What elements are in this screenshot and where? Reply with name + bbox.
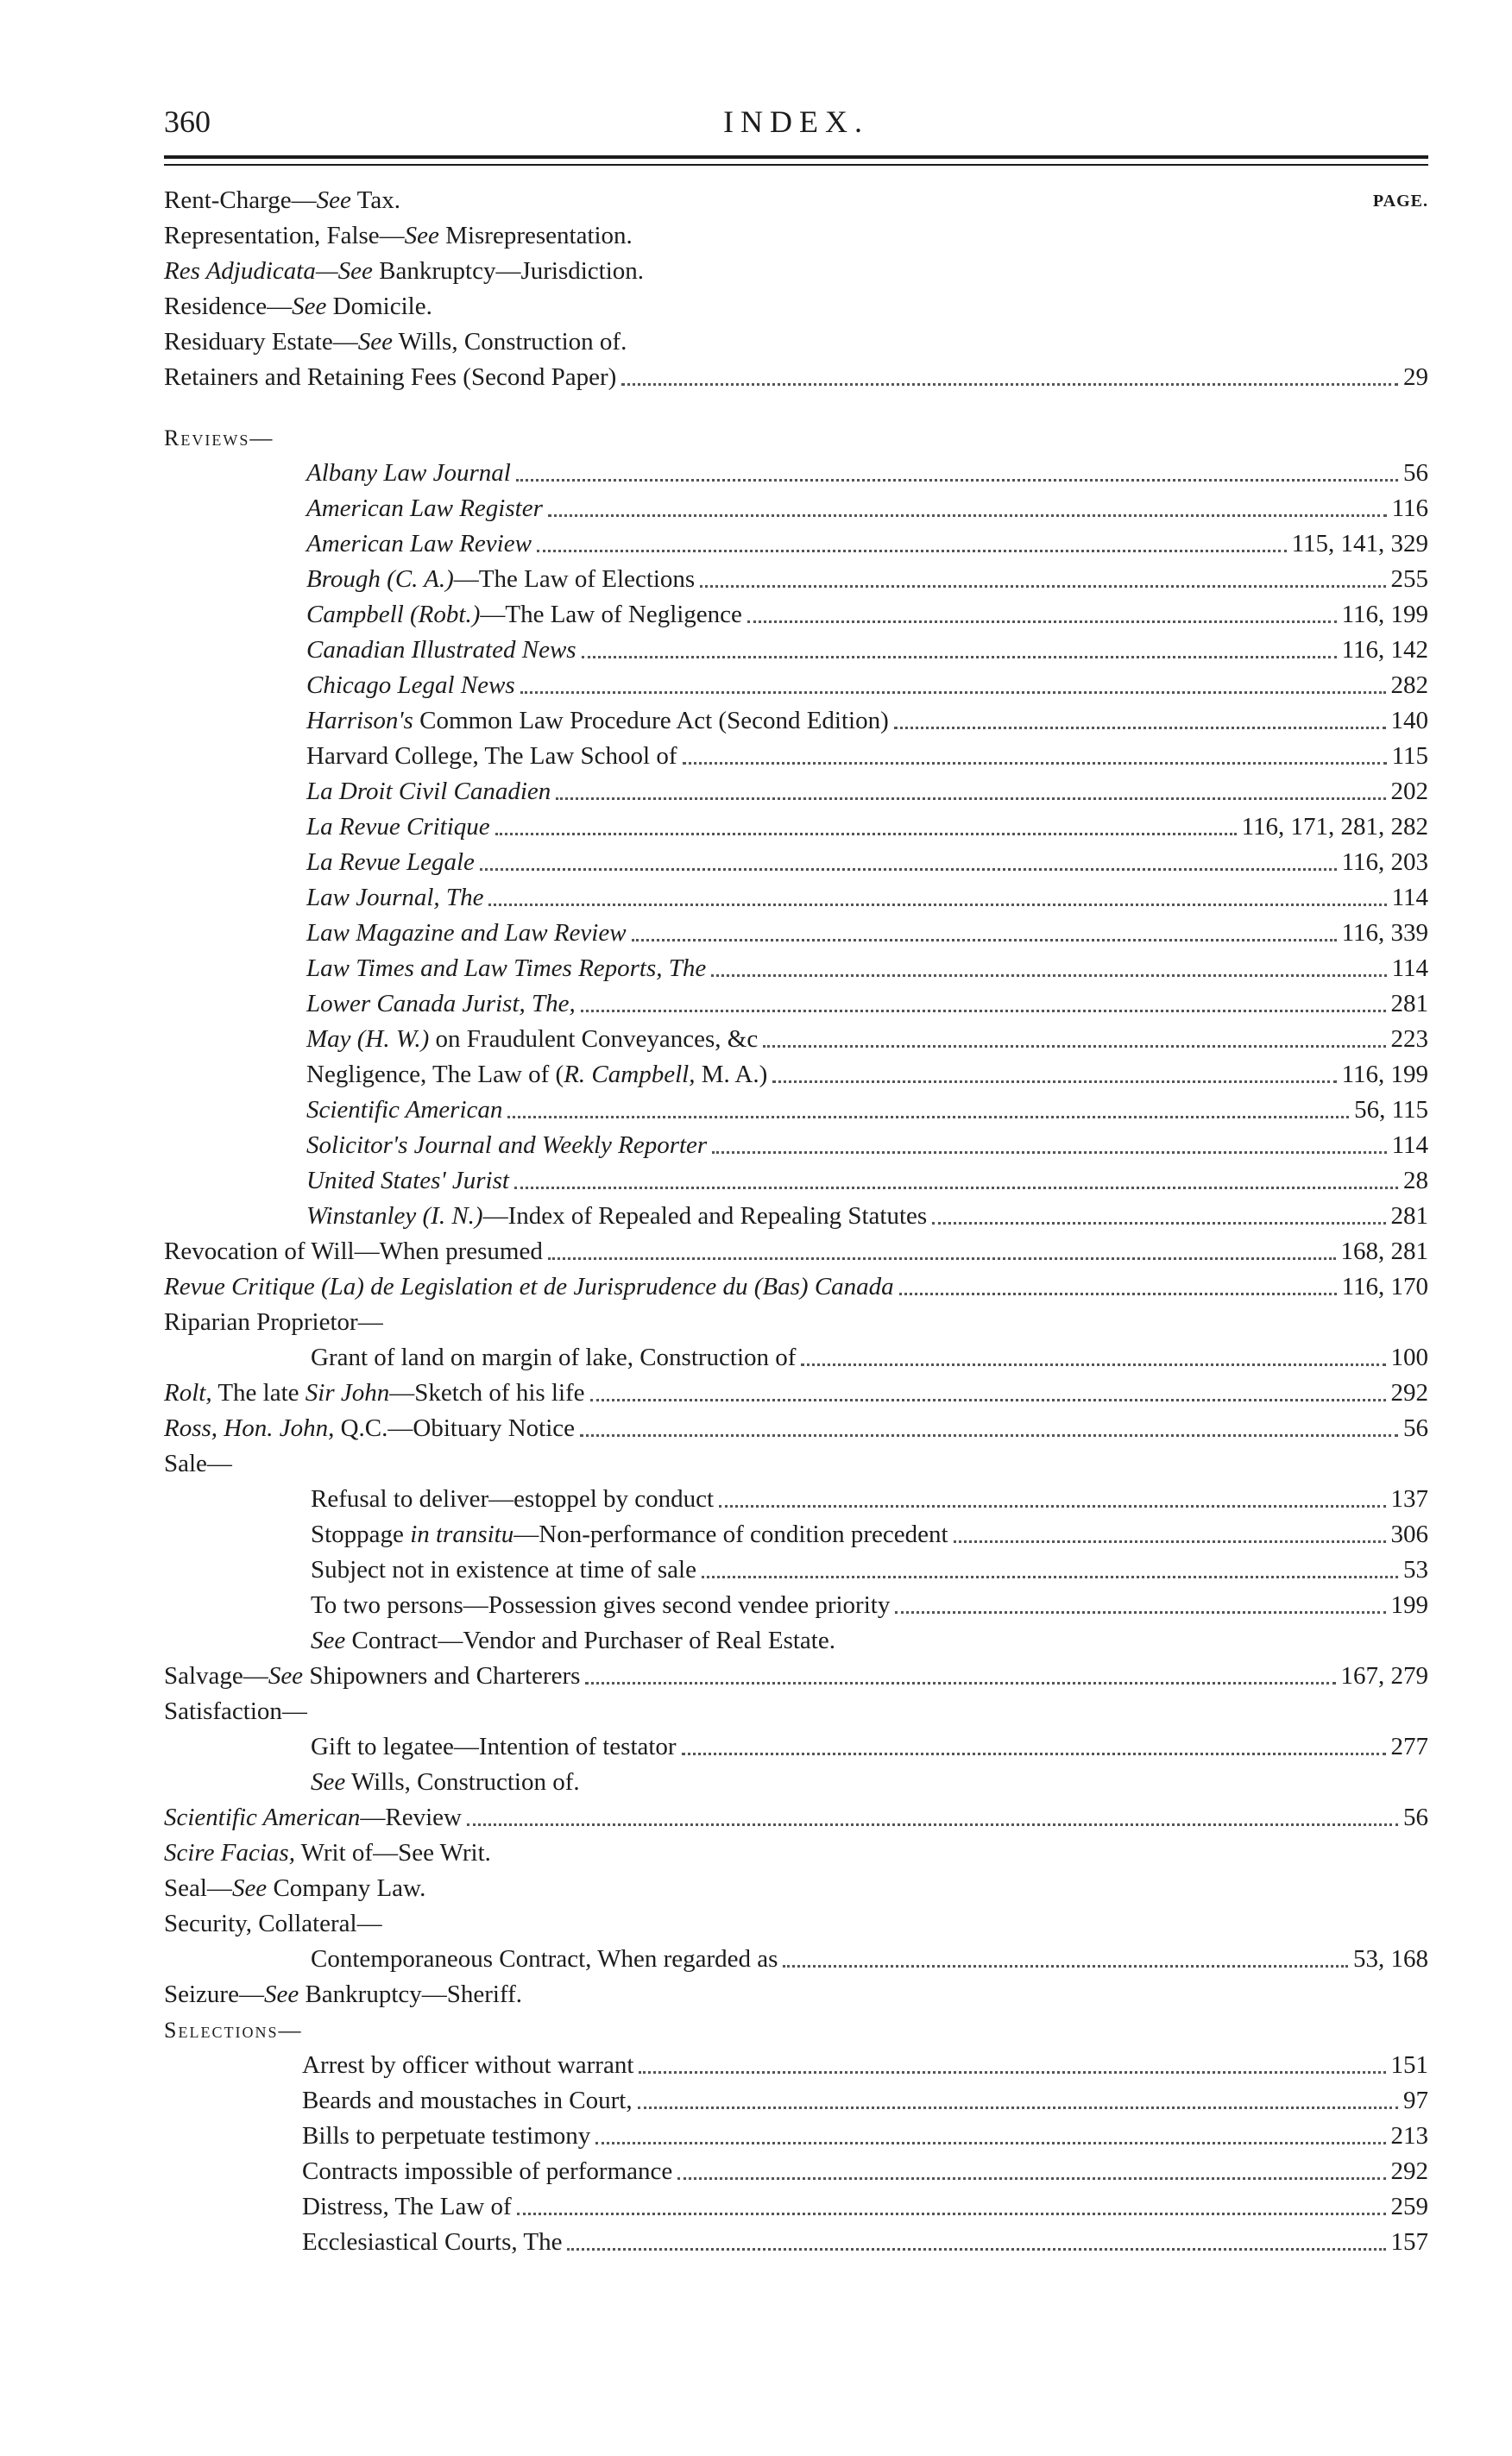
entry-text (164, 1446, 232, 1482)
entry-text (164, 420, 274, 456)
index-entry (164, 1376, 1428, 1411)
entry-text-part: La Droit Civil Canadien (306, 778, 551, 805)
entry-text-part: Company Law. (267, 1874, 426, 1902)
entry-pages: 213 (1390, 2122, 1428, 2150)
index-subentry (164, 633, 1428, 668)
entry-pages: 56 (1403, 459, 1428, 487)
dot-leader (467, 1823, 1398, 1826)
entry-text-part: Seizure— (164, 1981, 264, 2008)
dot-leader (711, 974, 1386, 977)
index-subentry (164, 1128, 1428, 1163)
index-subentry (164, 1482, 1428, 1517)
entry-pages: 292 (1390, 2157, 1428, 2185)
index-subentry (164, 2154, 1428, 2189)
entry-text-part: Riparian Proprietor— (164, 1308, 383, 1336)
entry-text (306, 1093, 502, 1128)
entry-pages: 28 (1403, 1167, 1428, 1194)
dot-leader (520, 691, 1386, 694)
dot-leader (895, 1611, 1385, 1614)
entry-pages: 140 (1390, 707, 1428, 734)
dot-leader (567, 2248, 1385, 2251)
entry-pages: 97 (1403, 2087, 1428, 2114)
index-subentry (164, 845, 1428, 880)
entry-text-part: Refusal to deliver—estoppel by conduct (311, 1485, 715, 1513)
entry-pages: 116, 199 (1341, 601, 1428, 628)
entry-text-part: in transitu (410, 1521, 514, 1548)
entry-pages: 115, 141, 329 (1291, 530, 1428, 557)
index-subentry (164, 774, 1428, 809)
dot-leader (507, 1116, 1349, 1118)
dot-leader (639, 2071, 1385, 2074)
entry-text-part: Negligence, The Law of ( (306, 1061, 564, 1088)
dot-leader (621, 383, 1398, 386)
dot-leader (932, 1222, 1385, 1225)
index-entry (164, 1305, 1428, 1340)
entry-text (311, 1623, 835, 1659)
entry-text-part: Residuary Estate— (164, 328, 358, 356)
entry-text-part: Domicile. (326, 293, 432, 320)
index-subentry (164, 880, 1428, 916)
dot-leader (682, 1753, 1386, 1755)
index-subentry (164, 456, 1428, 491)
index-subentry (164, 1199, 1428, 1234)
entry-text-part: Gift to legatee—Intention of testator (311, 1733, 677, 1760)
entry-text (302, 2189, 512, 2225)
entry-text (306, 562, 695, 597)
entry-text (306, 1057, 767, 1093)
entry-pages: 259 (1390, 2193, 1428, 2220)
entry-text-part: Law Magazine and Law Review (306, 919, 627, 947)
entry-text-part: Contracts impossible of performance (302, 2157, 673, 2185)
entry-text-part: Wills, Construction of. (345, 1768, 580, 1796)
entry-text-part: —Sketch of his life (389, 1379, 585, 1407)
dot-leader (677, 2177, 1385, 2180)
entry-pages: 292 (1390, 1379, 1428, 1407)
dot-leader (537, 550, 1287, 552)
entry-text (306, 986, 576, 1022)
entry-text (306, 880, 483, 916)
index-entry (164, 1411, 1428, 1446)
index-subentry (164, 1057, 1428, 1093)
index-entry (164, 254, 1428, 289)
index-entry (164, 1269, 1428, 1305)
index-entry (164, 360, 1428, 395)
entry-text-part: Res Adjudicata—See (164, 257, 373, 285)
entry-text (164, 324, 627, 360)
index-subentry (164, 491, 1428, 526)
entry-text-part: May (H. W.) (306, 1025, 430, 1053)
entry-text-part: See (316, 186, 351, 214)
entry-text-part: Representation, False— (164, 222, 405, 249)
index-subentry (164, 1765, 1428, 1800)
entry-pages: 151 (1390, 2051, 1428, 2079)
entry-text-part: Common Law Procedure Act (Second Edition) (413, 707, 889, 734)
dot-leader (585, 1682, 1335, 1685)
entry-text (311, 1482, 714, 1517)
entry-text (164, 1305, 383, 1340)
dot-leader (595, 2142, 1385, 2144)
dot-leader (548, 514, 1387, 517)
entry-text-part: Harrison's (306, 707, 413, 734)
entry-text (306, 1128, 707, 1163)
entry-text (306, 633, 576, 668)
entry-pages: 56, 115 (1354, 1096, 1428, 1124)
dot-leader (556, 797, 1385, 800)
entry-pages: 168, 281 (1340, 1237, 1428, 1265)
index-subentry (164, 2225, 1428, 2260)
index-subentry (164, 986, 1428, 1022)
entry-pages: 116, 142 (1341, 636, 1428, 664)
entry-text-part: Satisfaction— (164, 1697, 307, 1725)
entry-text-part: Campbell (Robt.) (306, 601, 481, 628)
entry-text-part: See (311, 1768, 346, 1796)
dot-leader (772, 1080, 1336, 1083)
entry-pages: 255 (1390, 565, 1428, 593)
entry-pages: 56 (1403, 1414, 1428, 1442)
entry-text-part: United States' Jurist (306, 1167, 509, 1194)
entry-text (311, 1517, 948, 1552)
entry-text (164, 218, 633, 254)
dot-leader (719, 1505, 1385, 1508)
page-column-heading: PAGE. (1372, 192, 1428, 211)
entry-text-part: See (311, 1627, 346, 1654)
index-subentry (164, 1942, 1428, 1977)
dot-leader (801, 1363, 1385, 1366)
header-rule-thin (164, 164, 1428, 166)
entry-text-part: American Law Register (306, 494, 543, 522)
index-entry (164, 1694, 1428, 1729)
entry-pages: 167, 279 (1340, 1662, 1428, 1690)
entry-text-part: Rolt, (164, 1379, 212, 1407)
entry-text (164, 1411, 575, 1446)
running-title: INDEX. (723, 104, 869, 139)
dot-leader (702, 1576, 1398, 1578)
entry-pages: 199 (1390, 1591, 1428, 1619)
entry-pages: 116, 171, 281, 282 (1241, 813, 1428, 841)
entry-text-part: La Revue Critique (306, 813, 490, 841)
entry-pages: 202 (1390, 778, 1428, 805)
entry-text (302, 2083, 633, 2119)
index-entry (164, 1836, 1428, 1871)
entry-text (164, 2012, 302, 2048)
entry-text-part: Law Times and Law Times Reports, The (306, 954, 707, 982)
entry-text-part: Q.C.—Obituary Notice (334, 1414, 576, 1442)
entry-pages: 53 (1403, 1556, 1428, 1584)
entry-text (164, 1376, 585, 1411)
entry-pages: 116, 170 (1341, 1273, 1428, 1300)
entry-text (306, 845, 475, 880)
entry-text-part: Contract—Vendor and Purchaser of Real Estate. (345, 1627, 835, 1654)
index-subentry (164, 2048, 1428, 2083)
entry-text (164, 1269, 894, 1305)
entry-text-part: Bankruptcy—Jurisdiction. (372, 257, 645, 285)
entry-text-part: Grant of land on margin of lake, Construction of (311, 1344, 797, 1371)
entry-text (306, 456, 511, 491)
entry-pages: 116, 199 (1341, 1061, 1428, 1088)
index-subentry (164, 668, 1428, 703)
index-subentry (164, 562, 1428, 597)
entry-text (302, 2225, 562, 2260)
entry-text (164, 1836, 491, 1871)
index-subentry (164, 916, 1428, 951)
entry-text-part: See (268, 1662, 304, 1690)
entry-text (302, 2154, 672, 2189)
index-subentry (164, 1588, 1428, 1623)
entry-text (164, 360, 616, 395)
entry-text-part: See (292, 293, 327, 320)
index-entry (164, 218, 1428, 254)
entry-text-part: M. A.) (695, 1061, 768, 1088)
entry-text-part: Beards and moustaches in Court, (302, 2087, 633, 2114)
entry-text-part: on Fraudulent Conveyances, &c (429, 1025, 759, 1053)
entry-pages: 53, 168 (1353, 1945, 1428, 1973)
entry-text-part: Harvard College, The Law School of (306, 742, 677, 770)
index-subentry (164, 1340, 1428, 1376)
dot-leader (700, 585, 1385, 588)
entry-text (164, 183, 400, 218)
entry-text-part: Selections— (164, 2018, 303, 2043)
index-entries (164, 183, 1428, 2260)
entry-text-part: Albany Law Journal (306, 459, 511, 487)
entry-pages: 281 (1390, 1202, 1428, 1230)
entry-text (311, 1729, 677, 1765)
entry-pages: 281 (1390, 990, 1428, 1017)
index-entry (164, 1977, 1428, 2012)
entry-text-part: Salvage— (164, 1662, 268, 1690)
dot-leader (954, 1540, 1386, 1543)
index-entry (164, 1906, 1428, 1942)
entry-text-part: Security, Collateral— (164, 1910, 382, 1937)
entry-text-part: Subject not in existence at time of sale (311, 1556, 696, 1584)
entry-text-part: To two persons—Possession gives second vendee priority (311, 1591, 891, 1619)
entry-text-part: Shipowners and Charterers (303, 1662, 581, 1690)
index-subentry (164, 1517, 1428, 1552)
dot-leader (590, 1399, 1386, 1401)
index-entry (164, 324, 1428, 360)
page-header (164, 104, 1428, 155)
entry-text (164, 1659, 580, 1694)
dot-leader (747, 620, 1337, 623)
entry-text (306, 916, 627, 951)
index-entry (164, 1446, 1428, 1482)
index-entry (164, 1800, 1428, 1836)
entry-text (164, 1234, 543, 1269)
index-section-heading (164, 2012, 1428, 2048)
index-subentry (164, 1022, 1428, 1057)
index-subentry (164, 703, 1428, 739)
entry-text-part: Seal— (164, 1874, 232, 1902)
entry-text (306, 1163, 509, 1199)
entry-text (164, 1800, 462, 1836)
entry-text-part: Misrepresentation. (438, 222, 633, 249)
entry-pages: 306 (1390, 1521, 1428, 1548)
entry-text-part: See (231, 1874, 268, 1902)
dot-leader (517, 2213, 1386, 2215)
entry-pages: 116 (1391, 494, 1428, 522)
entry-text (164, 1871, 425, 1906)
entry-text-part: American Law Review (306, 530, 532, 557)
entry-text (306, 491, 543, 526)
entry-text (311, 1588, 890, 1623)
index-subentry (164, 2083, 1428, 2119)
entry-pages: 277 (1390, 1733, 1428, 1760)
entry-text-part: Scire Facias, (164, 1839, 295, 1867)
entry-text-part: Arrest by officer without warrant (302, 2051, 634, 2079)
entry-text (164, 1906, 382, 1942)
entry-pages: 114 (1391, 884, 1428, 911)
entry-text-part: Revocation of Will—When presumed (164, 1237, 543, 1265)
dot-leader (783, 1965, 1348, 1968)
entry-text-part: —Index of Repealed and Repealing Statutes (482, 1202, 928, 1230)
entry-text-part: Brough (C. A.) (306, 565, 454, 593)
entry-pages: 223 (1390, 1025, 1428, 1053)
entry-text-part: Revue Critique (La) de Legislation et de Jurisprudence du (Bas) Canada (164, 1273, 894, 1300)
entry-pages: 100 (1390, 1344, 1428, 1371)
dot-leader (581, 1010, 1386, 1012)
entry-text-part: Writ of—See Writ. (294, 1839, 491, 1867)
entry-text-part: Canadian Illustrated News (306, 636, 576, 664)
entry-text-part: Winstanley (I. N.) (306, 1202, 483, 1230)
entry-text (306, 774, 551, 809)
index-subentry (164, 951, 1428, 986)
index-entry (164, 183, 1428, 218)
entry-text-part: Ecclesiastical Courts, The (302, 2228, 563, 2256)
index-section-heading (164, 420, 1428, 456)
dot-leader (548, 1257, 1336, 1260)
entry-text-part: Stoppage (311, 1521, 411, 1548)
entry-text (306, 668, 515, 703)
entry-text-part: Ross, Hon. John, (164, 1414, 335, 1442)
entry-text (311, 1340, 796, 1376)
entry-pages: 56 (1403, 1804, 1428, 1831)
entry-pages: 116, 339 (1341, 919, 1428, 947)
entry-text (311, 1552, 696, 1588)
entry-pages: 114 (1391, 954, 1428, 982)
index-subentry (164, 1093, 1428, 1128)
index-entry (164, 1659, 1428, 1694)
entry-text-part: Reviews— (164, 425, 274, 450)
entry-text (302, 2119, 590, 2154)
entry-pages: 114 (1391, 1131, 1428, 1159)
entry-text-part: Rent-Charge— (164, 186, 317, 214)
dot-leader (632, 939, 1337, 941)
entry-text (164, 1977, 522, 2012)
index-subentry (164, 739, 1428, 774)
entry-text-part: Residence— (164, 293, 293, 320)
index-subentry (164, 597, 1428, 633)
entry-text (306, 597, 742, 633)
dot-leader (580, 1434, 1398, 1437)
dot-leader (514, 1187, 1398, 1189)
index-entry (164, 1871, 1428, 1906)
dot-leader (899, 1293, 1337, 1295)
entry-text (306, 739, 677, 774)
index-subentry (164, 1623, 1428, 1659)
entry-text-part: Scientific American (306, 1096, 503, 1124)
entry-text-part: Contemporaneous Contract, When regarded as (311, 1945, 778, 1973)
entry-pages: 29 (1403, 363, 1428, 391)
entry-pages: 137 (1390, 1485, 1428, 1513)
index-subentry (164, 2189, 1428, 2225)
entry-text (306, 703, 889, 739)
dot-leader (480, 868, 1337, 871)
entry-pages: 116, 203 (1341, 848, 1428, 876)
index-subentry (164, 1163, 1428, 1199)
dot-leader (763, 1045, 1385, 1048)
entry-text-part: Lower Canada Jurist, The, (306, 990, 576, 1017)
dot-leader (712, 1151, 1386, 1154)
entry-text (306, 951, 706, 986)
entry-text-part: —Review (360, 1804, 462, 1831)
entry-pages: 115 (1391, 742, 1428, 770)
entry-text (164, 289, 432, 324)
entry-text-part: —The Law of Negligence (480, 601, 742, 628)
index-subentry (164, 526, 1428, 562)
entry-text-part: Bills to perpetuate testimony (302, 2122, 591, 2150)
entry-text-part: The late (211, 1379, 306, 1407)
entry-pages: 157 (1390, 2228, 1428, 2256)
entry-text-part: Distress, The Law of (302, 2193, 512, 2220)
entry-text-part: Sale— (164, 1450, 232, 1477)
entry-text-part: See (263, 1981, 299, 2008)
entry-text (164, 1694, 307, 1729)
entry-pages: 282 (1390, 671, 1428, 699)
entry-text (306, 526, 532, 562)
entry-text-part: Bankruptcy—Sheriff. (299, 1981, 523, 2008)
dot-leader (894, 727, 1386, 729)
entry-text (164, 254, 644, 289)
entry-text (311, 1942, 778, 1977)
dot-leader (495, 833, 1237, 835)
dot-leader (582, 656, 1337, 658)
entry-text-part: Law Journal, The (306, 884, 484, 911)
index-subentry (164, 1729, 1428, 1765)
entry-text-part: Solicitor's Journal and Weekly Reporter (306, 1131, 708, 1159)
entry-text-part: See (404, 222, 439, 249)
dot-leader (488, 904, 1386, 906)
index-subentry (164, 1552, 1428, 1588)
entry-text-part: —The Law of Elections (453, 565, 696, 593)
entry-text (306, 809, 490, 845)
entry-text-part: —Non-performance of condition precedent (513, 1521, 948, 1548)
entry-text-part: Scientific American (164, 1804, 361, 1831)
dot-leader (638, 2106, 1398, 2109)
dot-leader (683, 762, 1387, 765)
entry-text (306, 1022, 758, 1057)
entry-text (311, 1765, 580, 1800)
entry-text-part: Retainers and Retaining Fees (Second Paper) (164, 363, 617, 391)
entry-text-part: Sir John (305, 1379, 390, 1407)
entry-text (302, 2048, 633, 2083)
entry-text-part: Chicago Legal News (306, 671, 515, 699)
entry-text-part: Tax. (350, 186, 400, 214)
entry-text-part: Wills, Construction of. (392, 328, 627, 356)
index-entry (164, 289, 1428, 324)
page-number: 360 (164, 104, 211, 139)
entry-text-part: See (357, 328, 393, 356)
dot-leader (516, 479, 1398, 482)
header-rule (164, 155, 1428, 159)
index-entry (164, 1234, 1428, 1269)
index-subentry (164, 809, 1428, 845)
entry-text-part: R. Campbell, (564, 1061, 696, 1088)
entry-text-part: La Revue Legale (306, 848, 475, 876)
index-subentry (164, 2119, 1428, 2154)
entry-text (306, 1199, 927, 1234)
